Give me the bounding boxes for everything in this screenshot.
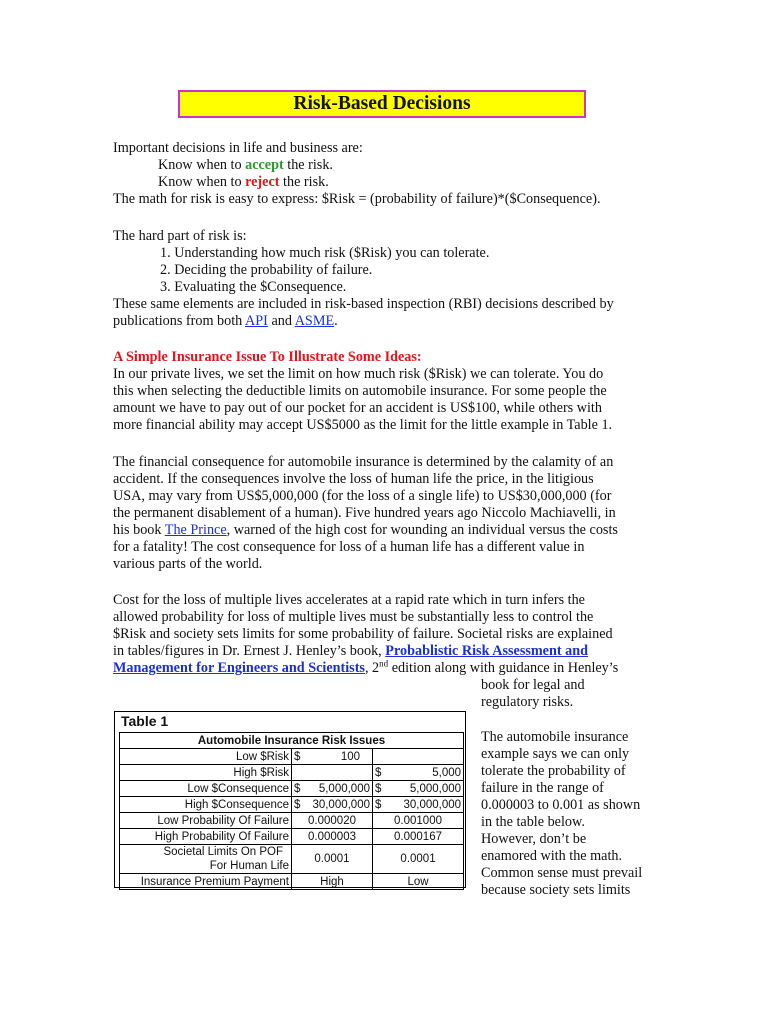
cell-b: 0.001000 (373, 813, 464, 829)
rbi-line: These same elements are included in risk-based inspection (RBI) decisions described by (113, 296, 614, 312)
cell-a: 0.0001 (292, 845, 373, 874)
henley-book-link[interactable]: Probablistic Risk Assessment and (385, 643, 589, 659)
cell-a: High (292, 874, 373, 890)
side-text-line: Common sense must prevail (481, 865, 643, 881)
cell-b: $ 5,000,000 (373, 781, 464, 797)
paragraph-line: USA, may vary from US$5,000,000 (for the loss of a single life) to US$30,000,000 (for (113, 488, 612, 504)
reject-line: Know when to reject the risk. (158, 174, 329, 190)
table-header: Automobile Insurance Risk Issues (120, 733, 464, 749)
row-label: Low $Risk (120, 749, 292, 765)
side-text-line: 0.000003 to 0.001 as shown (481, 797, 641, 813)
accept-word: accept (245, 157, 284, 173)
table-row (120, 797, 464, 813)
section-heading: A Simple Insurance Issue To Illustrate Some Ideas: (113, 349, 422, 365)
side-text-line: However, don’t be (481, 831, 587, 847)
table-1 (114, 711, 466, 888)
list-item: 2. Deciding the probability of failure. (160, 262, 373, 278)
paragraph-line: allowed probability for loss of multiple lives must be substantially less to control the (113, 609, 594, 625)
paragraph-line: more financial ability may accept US$5000 as the limit for the little example in Table 1. (113, 417, 613, 433)
paragraph-line: various parts of the world. (113, 556, 263, 572)
row-label: Insurance Premium Payment (120, 874, 292, 890)
row-label: High $Risk (120, 765, 292, 781)
reject-word: reject (245, 174, 280, 190)
cell-b: 0.000167 (373, 829, 464, 845)
table-row (120, 781, 464, 797)
row-label: High Probability Of Failure (120, 829, 292, 845)
paragraph-line: Cost for the loss of multiple lives accelerates at a rapid rate which in turn infers the (113, 592, 585, 608)
table-row (120, 829, 464, 845)
side-text-line: example says we can only (481, 746, 630, 762)
side-text-line: tolerate the probability of (481, 763, 626, 779)
the-prince-link[interactable]: The Prince (164, 522, 227, 538)
side-text-line: enamored with the math. (481, 848, 623, 864)
table-row (120, 874, 464, 890)
asme-link[interactable]: ASME (294, 313, 335, 329)
paragraph-line: accident. If the consequences involve the loss of human life the price, in the litigious (113, 471, 594, 487)
cell-a: 0.000020 (292, 813, 373, 829)
cell-a: $ 30,000,000 (292, 797, 373, 813)
table-header-row (120, 733, 464, 749)
table-row (120, 845, 464, 874)
risk-table (119, 732, 464, 890)
row-label: Societal Limits On POF For Human Life (120, 845, 292, 874)
side-text-line: because society sets limits (481, 882, 631, 898)
paragraph-line: in tables/figures in Dr. Ernest J. Henley’s book, Probablistic Risk Assessment and (113, 643, 589, 659)
api-link[interactable]: API (245, 313, 268, 329)
table-row (120, 765, 464, 781)
cell-a (292, 765, 373, 781)
cell-a: 0.000003 (292, 829, 373, 845)
paragraph-line: the permanent disablement of a human). Five hundred years ago Niccolo Machiavelli, in (113, 505, 616, 521)
intro-line: Important decisions in life and business are: (113, 140, 363, 156)
page-title: Risk-Based Decisions (178, 90, 586, 118)
list-item: 1. Understanding how much risk ($Risk) you can tolerate. (160, 245, 490, 261)
paragraph-line: regulatory risks. (481, 694, 574, 710)
paragraph-line: book for legal and (481, 677, 585, 693)
paragraph-line: amount we have to pay out of our pocket for an accident is US$100, while others with (113, 400, 602, 416)
row-label: Low $Consequence (120, 781, 292, 797)
cell-b: 0.0001 (373, 845, 464, 874)
table-row (120, 749, 464, 765)
cell-b (373, 749, 464, 765)
list-item: 3. Evaluating the $Consequence. (160, 279, 347, 295)
side-text-line: The automobile insurance (481, 729, 629, 745)
paragraph-line: his book The Prince, warned of the high cost for wounding an individual versus the costs (113, 522, 618, 538)
cell-b: $ 30,000,000 (373, 797, 464, 813)
side-text-line: in the table below. (481, 814, 585, 830)
cell-b: Low (373, 874, 464, 890)
paragraph-line: $Risk and society sets limits for some probability of failure. Societal risks are explained (113, 626, 613, 642)
cell-a: $ 5,000,000 (292, 781, 373, 797)
table-caption: Table 1 (121, 713, 169, 729)
paragraph-line: this when selecting the deductible limits on automobile insurance. For some people the (113, 383, 607, 399)
cell-b: $ 5,000 (373, 765, 464, 781)
paragraph-line: In our private lives, we set the limit on how much risk ($Risk) we can tolerate. You do (113, 366, 604, 382)
accept-line: Know when to accept the risk. (158, 157, 333, 173)
risk-formula: The math for risk is easy to express: $Risk = (probability of failure)*($Consequence). (113, 191, 601, 207)
paragraph-line: Management for Engineers and Scientists, 2nd edition along with guidance in Henley’s (113, 658, 619, 676)
paragraph-line: The financial consequence for automobile insurance is determined by the calamity of an (113, 454, 614, 470)
hard-part-line: The hard part of risk is: (113, 228, 247, 244)
row-label: High $Consequence (120, 797, 292, 813)
table-row (120, 813, 464, 829)
paragraph-line: for a fatality! The cost consequence for loss of a human life has a different value in (113, 539, 585, 555)
cell-a: $ 100 (292, 749, 373, 765)
row-label: Low Probability Of Failure (120, 813, 292, 829)
rbi-line: publications from both API and ASME. (113, 313, 338, 329)
side-text-line: failure in the range of (481, 780, 604, 796)
henley-book-link-cont[interactable]: Management for Engineers and Scientists (113, 660, 365, 676)
